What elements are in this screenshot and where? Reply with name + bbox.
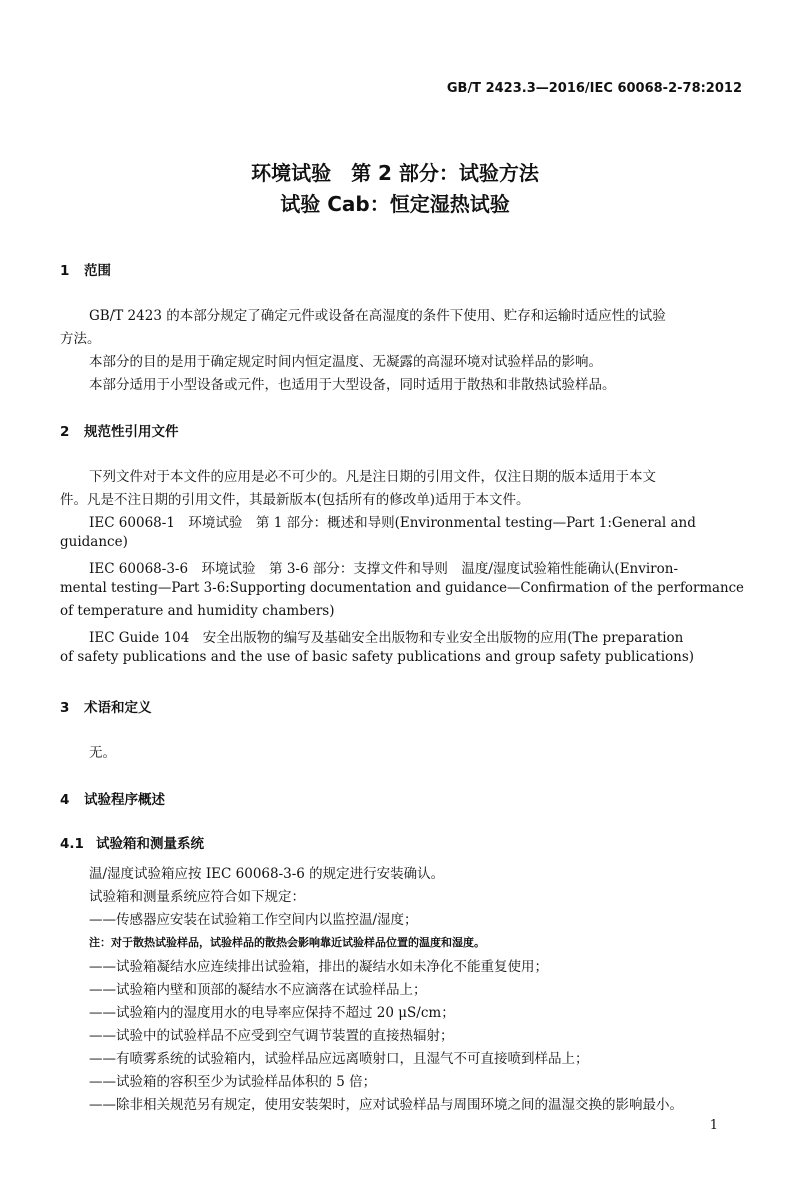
s3-body: 无。 xyxy=(89,745,116,761)
s1-para-3: 本部分适用于小型设备或元件，也适用于大型设备，同时适用于散热和非散热试验样品。 xyxy=(89,377,616,393)
section-4-title: 试验程序概述 xyxy=(84,792,165,808)
section-4-1-title: 试验箱和测量系统 xyxy=(96,836,204,852)
section-1-heading xyxy=(60,259,111,279)
title-line-1: 环境试验 第 2 部分：试验方法 xyxy=(251,161,539,185)
section-3-heading xyxy=(60,696,152,716)
list-item: ——试验箱内壁和顶部的凝结水不应滴落在试验样品上； xyxy=(89,982,427,998)
section-4-number: 4 xyxy=(60,792,70,808)
title-line-2: 试验 Cab：恒定湿热试验 xyxy=(280,192,510,216)
list-item: ——有喷雾系统的试验箱内，试验样品应远离喷射口，且湿气不可直接喷到样品上； xyxy=(89,1051,589,1067)
ref-iec-guide-104-line-1: IEC Guide 104 安全出版物的编写及基础安全出版物和专业安全出版物的应用(The preparation xyxy=(89,630,684,646)
ref-iec-guide-104-line-2: of safety publications and the use of basic safety publications and group safety publications) xyxy=(60,649,695,665)
ref-iec-60068-3-6-line-3: of temperature and humidity chambers) xyxy=(60,603,335,619)
s41-para-2: 试验箱和测量系统应符合如下规定： xyxy=(89,889,305,905)
section-2-heading xyxy=(60,420,179,440)
section-4-1-heading xyxy=(60,832,204,852)
section-1-number: 1 xyxy=(60,263,70,279)
s2-para-1-line-2: 件。凡是不注日期的引用文件，其最新版本(包括所有的修改单)适用于本文件。 xyxy=(60,492,530,508)
ref-iec-60068-3-6-line-1: IEC 60068-3-6 环境试验 第 3-6 部分：支撑文件和导则 温度/湿度试验箱性能确认(Environ- xyxy=(89,561,679,577)
section-4-1-number: 4.1 xyxy=(60,836,84,852)
list-item: ——除非相关规范另有规定，使用安装架时，应对试验样品与周围环境之间的温湿交换的影响最小。 xyxy=(89,1097,683,1113)
section-2-number: 2 xyxy=(60,424,70,440)
note: 注：对于散热试验样品，试验样品的散热会影响靠近试验样品位置的温度和湿度。 xyxy=(89,936,485,949)
ref-iec-60068-1-line-2: guidance) xyxy=(60,534,128,550)
s1-para-1-line-1: GB/T 2423 的本部分规定了确定元件或设备在高湿度的条件下使用、贮存和运输时适应性的试验 xyxy=(89,308,666,324)
section-4-heading xyxy=(60,788,165,808)
list-item: ——试验箱的容积至少为试验样品体积的 5 倍； xyxy=(89,1074,377,1090)
section-3-number: 3 xyxy=(60,700,70,716)
ref-iec-60068-3-6-line-2: mental testing—Part 3-6:Supporting documentation and guidance—Confirmation of the performance xyxy=(60,580,744,596)
section-2-title: 规范性引用文件 xyxy=(84,424,179,440)
list-item: ——传感器应安装在试验箱工作空间内以监控温/湿度； xyxy=(89,912,418,928)
s1-para-1-line-2: 方法。 xyxy=(60,331,101,347)
ref-iec-60068-1-line-1: IEC 60068-1 环境试验 第 1 部分：概述和导则(Environmental testing—Part 1:General and xyxy=(89,515,696,531)
s41-para-1: 温/湿度试验箱应按 IEC 60068-3-6 的规定进行安装确认。 xyxy=(89,866,445,882)
list-item: ——试验箱内的湿度用水的电导率应保持不超过 20 μS/cm； xyxy=(89,1005,455,1021)
s2-para-1-line-1: 下列文件对于本文件的应用是必不可少的。凡是注日期的引用文件，仅注日期的版本适用于本文 xyxy=(89,469,656,485)
list-item: ——试验箱凝结水应连续排出试验箱，排出的凝结水如未净化不能重复使用； xyxy=(89,959,548,975)
s1-para-2: 本部分的目的是用于确定规定时间内恒定温度、无凝露的高湿环境对试验样品的影响。 xyxy=(89,354,602,370)
section-1-title: 范围 xyxy=(84,263,111,279)
standard-number: GB/T 2423.3—2016/IEC 60068-2-78:2012 xyxy=(446,81,742,96)
section-3-title: 术语和定义 xyxy=(84,700,152,716)
list-item: ——试验中的试验样品不应受到空气调节装置的直接热辐射； xyxy=(89,1028,454,1044)
page-number: 1 xyxy=(709,1118,718,1133)
